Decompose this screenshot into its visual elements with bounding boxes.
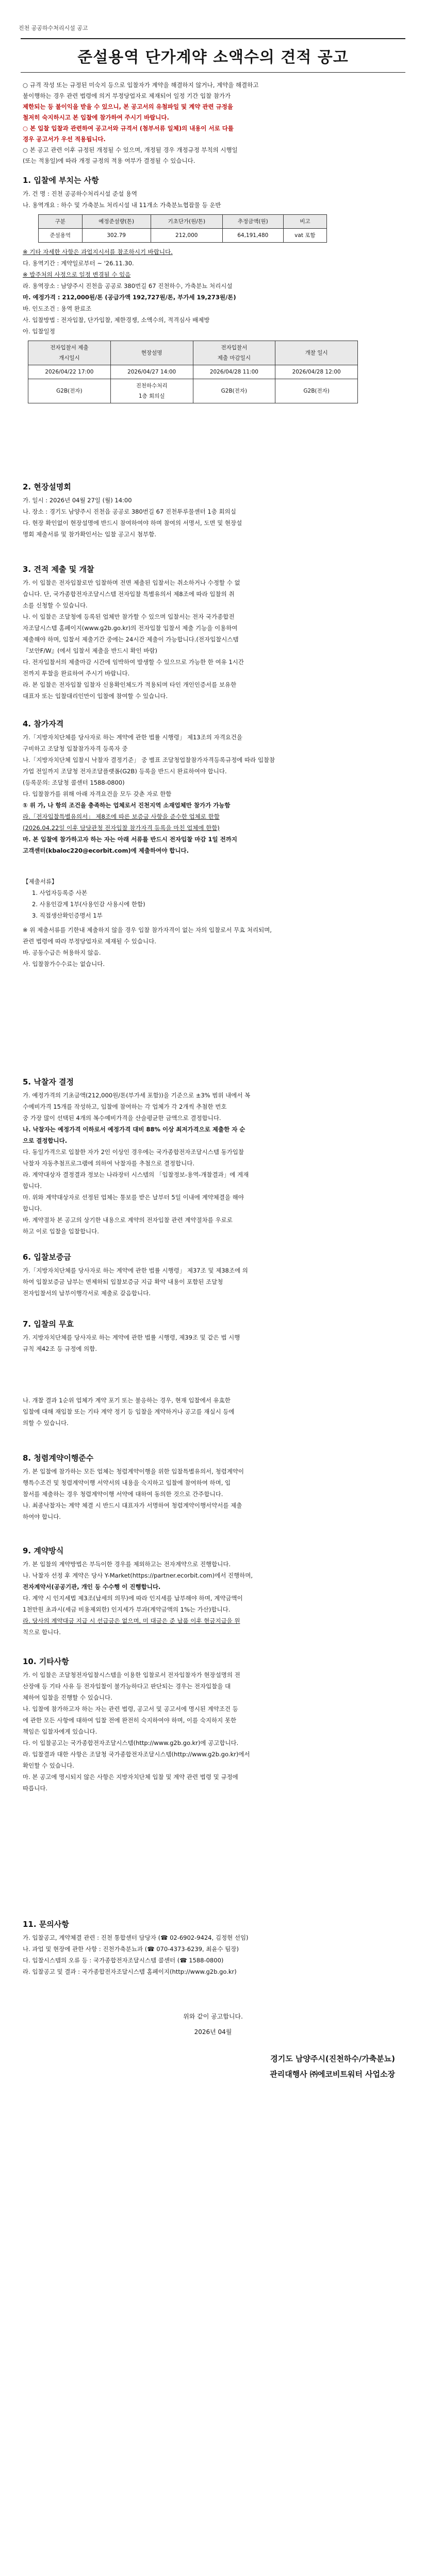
section-line: 자조달시스템 홈페이지(www.g2b.go.kr)의 전자입찰 입찰서 제출 기능을 이용하여 <box>23 624 238 632</box>
notice-line-emph: 제한되는 등 불이익을 받을 수 있으니, 본 공고서의 유첨파일 및 계약 관련 규정을 <box>23 103 233 110</box>
section-line: 하고 이로 입찰을 입찰합니다. <box>23 1228 99 1235</box>
section-line: 제출해야 하며, 입찰서 제출기간 중에는 24시간 제출이 가능합니다.(전자입찰시스템 <box>23 636 239 643</box>
section-line: 대표자 또는 입찰대리인만이 입찰에 참여할 수 있습니다. <box>23 692 168 700</box>
section-line: 다. 계약 시 인지세법 제3조(납세의 의무)에 따라 인지세를 납부해야 하며, 계약금액이 <box>23 1595 243 1602</box>
section-line: 수예비가격 15개를 작성하고, 입찰에 참여하는 각 업체가 각 2개씩 추첨한 번호 <box>23 1103 227 1110</box>
estimate-table <box>38 214 327 243</box>
notice-line-emph: 경우 공고서가 우선 적용됩니다. <box>23 135 106 143</box>
section-7 <box>23 1319 403 1429</box>
table-cell: 2026/04/28 11:00 <box>193 365 275 379</box>
table-cell: 준설용역 <box>39 229 83 243</box>
section-line: 바. 계약절차 본 공고의 상기한 내용으로 계약의 전자입찰 관련 계약절차를 우로로 <box>23 1216 233 1224</box>
section-line: 마. 본 입찰에 참가하고자 하는 자는 아래 서류를 반드시 전자입찰 마감 1일 전까지 <box>23 836 237 843</box>
section-line: 전자입찰서의 납부이행각서로 제출로 갈음합니다. <box>23 1290 151 1297</box>
section-line: 에 관한 모든 사항에 대하여 입찰 전에 완전히 숙지하여야 하며, 이를 숙지하지 못한 <box>23 1717 237 1724</box>
table-header: 예정준설량(톤) <box>82 215 151 229</box>
section-line: ① 위 가, 나 항의 조건을 충족하는 업체로서 진천지역 소재업체만 참가가 가능함 <box>23 802 231 809</box>
section-line: 명회 제출서류 및 참가확인서는 입찰 공고시 첨부함. <box>23 531 156 538</box>
section-heading: 10. 기타사항 <box>23 1657 69 1666</box>
section-4 <box>23 719 403 970</box>
section-line: 다. 입찰시스템의 오류 등 : 국가종합전자조달시스템 콜센터 (☎ 1588-0800) <box>23 1957 224 1964</box>
table-cell: G2B(전자) <box>275 379 358 403</box>
section-line: 다. 이 입찰공고는 국가종합전자조달시스템(http://www.g2b.go.kr)에 공고합니다. <box>23 1739 239 1747</box>
table-cell: 진천하수처리 1층 회의실 <box>110 379 193 403</box>
section-line: 가. 이 입찰은 조달청전자입찰시스템을 이용한 입찰로서 전자입찰자가 현장설명의 전 <box>23 1671 240 1679</box>
docs-item: 2. 사용인감계 1부(사용인감 사용시에 한함) <box>32 901 145 908</box>
schedule-table <box>28 341 358 403</box>
section-line: 라.「전자입찰특별유의서」 제8조에 따른 보증금 사항을 준수한 업체로 한함 <box>23 813 220 820</box>
section-line: 라. 당사의 계약대금 지급 시 선급금은 없으며, 미 대금은 준 납품 이후 현금지급을 원 <box>23 1617 240 1624</box>
section-line: 칙으로 합니다. <box>23 1629 61 1636</box>
section-6 <box>23 1252 403 1299</box>
section-line: 낙찰자 자동추첨프로그램에 의하여 낙찰자를 추첨으로 결정합니다. <box>23 1160 194 1167</box>
closing-text: 위와 같이 공고합니다. <box>183 2013 243 2020</box>
section-line: ※ 기타 자세한 사항은 과업지시서를 참조하시기 바랍니다. <box>23 248 173 256</box>
section-line: 전까지 투찰을 완료하여 주시기 바랍니다. <box>23 670 130 677</box>
section-line: 중 가장 많이 선택된 4개의 복수예비가격을 산술평균한 금액으로 결정합니다. <box>23 1114 221 1122</box>
header-caption: 진천 공공하수처리시설 공고 <box>19 25 88 31</box>
section-line: 마. 예정가격 : 212,000원/톤 (공급가액 192,727원/톤, 부가세 19,273원/톤) <box>23 294 236 301</box>
section-heading: 6. 입찰보증금 <box>23 1252 71 1262</box>
notice-line-emph: 철저히 숙지하시고 본 입찰에 참가하여 주시기 바랍니다. <box>23 114 169 121</box>
section-line: 라. 용역장소 : 남양주시 진천읍 공공로 380번길 67 진천하수, 가축분뇨 처리시설 <box>23 282 233 290</box>
section-line: 나. 이 입찰은 조달청에 등록된 업체만 참가할 수 있으며 입찰서는 전자 국가종합전 <box>23 613 235 620</box>
section-line: 나. 낙찰자 선정 후 계약은 당사 Y-Market(https://partner.ecorbit.com)에서 진행하며, <box>23 1572 253 1579</box>
section-line: 사. 입찰참가수수료는 없습니다. <box>23 960 105 968</box>
section-line: 고객센터(kbaloc220@ecorbit.com)에 제출하여야 합니다. <box>23 847 189 854</box>
table-cell: 2026/04/28 12:00 <box>275 365 358 379</box>
section-line: 합니다. <box>23 1182 42 1190</box>
section-line: 나. 낙찰자는 예정가격 이하로서 예정가격 대비 88% 이상 최저가격으로 제출한 자 순 <box>23 1126 245 1133</box>
section-line: 가. 입찰공고, 계약체결 관련 : 진천 통합센터 담당자 (☎ 02-6902-9424, 김정현 선임) <box>23 1934 249 1941</box>
section-line: 관련 법령에 따라 부정당업자로 제재될 수 있습니다. <box>23 938 156 945</box>
section-line: 라. 본 입찰은 전자입찰 입찰자 신용확인체도가 적용되며 타인 개인인증서를 보유한 <box>23 681 237 688</box>
title-divider <box>21 72 405 73</box>
section-line: 나. 최종낙찰자는 계약 체결 시 반드시 대표자가 서명하여 청렴계약이행서약서를 제출 <box>23 1502 242 1509</box>
table-header: 추정금액(원) <box>222 215 283 229</box>
section-line: 규칙 제42조 등 규정에 의함. <box>23 1345 97 1352</box>
section-line: 산장애 등 기타 사유 등 전자입찰이 불가능하다고 판단되는 경우는 전자입찰을 대 <box>23 1683 231 1690</box>
section-line: 으로 결정합니다. <box>23 1137 68 1144</box>
section-line: 구비하고 조달청 입찰참가자격 등록자 중 <box>23 745 128 752</box>
section-line: 가.「지방자치단체를 당사자로 하는 계약에 관한 법률 시행령」 제13조의 자격요건을 <box>23 734 243 741</box>
section-line: 합니다. <box>23 1205 42 1212</box>
section-heading: 11. 문의사항 <box>23 1920 69 1929</box>
table-header: 전자입찰서 제출 마감일시 <box>193 341 275 365</box>
section-line: 가. 이 입찰은 전자입찰로만 입찰하며 전면 제출된 입찰서는 취소하거나 수정할 수 없 <box>23 579 240 586</box>
section-line: 가. 지방자치단체를 당사자로 하는 계약에 관한 법률 시행령, 제39조 및 같은 법 시행 <box>23 1334 240 1341</box>
section-heading: 8. 청렴계약이행준수 <box>23 1453 94 1463</box>
section-line: 체하여 입찰을 진행할 수 있습니다. <box>23 1694 112 1701</box>
section-line: 가업 전일까지 조달청 전자조달플랫폼(G2B) 등록을 반드시 완료하여야 합니다. <box>23 768 227 775</box>
section-line: 책임은 입찰자에게 있습니다. <box>23 1728 97 1735</box>
section-line: 전자계약서(공공기관, 개인 등 수수행 이 진행합니다. <box>23 1583 161 1590</box>
table-header: 비고 <box>283 215 326 229</box>
section-line: 입찰에 대해 재입찰 또는 기타 계약 정기 등 입찰을 계약하거나 공고를 재실시 등에 <box>23 1408 235 1415</box>
table-cell: vat 포함 <box>283 229 326 243</box>
section-line: 다. 입찰참가를 위해 아래 자격요건을 모두 갖춘 자로 한함 <box>23 790 172 798</box>
section-line: 하여야 합니다. <box>23 1513 61 1520</box>
docs-item: 1. 사업자등록증 사본 <box>32 889 88 896</box>
section-line: 라. 입찰결과 대한 사항은 조달청 국가종합전자조달시스템(http://www.g2b.go.kr)에서 <box>23 1751 250 1758</box>
section-line: ※ 발주처의 사정으로 일정 변경될 수 있음 <box>23 271 131 278</box>
section-line: 아. 입찰일정 <box>23 328 55 335</box>
section-line: (등록문의: 조달청 콜센터 1588-0800) <box>23 779 125 786</box>
section-line: ※ 위 제출서류를 기한내 제출하지 않을 경우 입찰 참가자격이 없는 자의 입찰로서 무효 처리되며, <box>23 926 272 934</box>
table-cell: G2B(전자) <box>28 379 111 403</box>
section-heading: 3. 견적 제출 및 개찰 <box>23 565 94 574</box>
section-line: 습니다. 단, 국가종합전자조달시스템 전자입찰 특별유의서 제8조에 따라 입찰의 취 <box>23 590 235 598</box>
section-line: 가. 본 입찰에 참가하는 모든 업체는 청렴계약이행을 위한 입찰특별유의서, 청렴계약이 <box>23 1468 244 1475</box>
section-line: 다. 용역기간 : 계약일로부터 ~ '26.11.30. <box>23 260 134 267</box>
section-line: 확인할 수 있습니다. <box>23 1762 74 1769</box>
section-line: 다. 현장 확인없이 현장설명에 반드시 참여하여야 하며 참여의 서명서, 도면 및 현장설 <box>23 519 242 527</box>
table-header: 현장설명 <box>110 341 193 365</box>
top-divider <box>21 38 405 39</box>
notice-line: 불이행하는 경우 관련 법령에 의거 부정당업자로 제재되어 일정 기간 입찰 참가가 <box>23 92 231 99</box>
section-line: 사. 입찰방법 : 전자입찰, 단가입찰, 제한경쟁, 소액수의, 적격심사 배제방 <box>23 316 210 324</box>
table-header: 전자입찰서 제출 개시일시 <box>28 341 111 365</box>
section-line: 바. 인도조건 : 용역 완료조 <box>23 305 92 312</box>
section-line: 마. 본 공고에 명시되지 않은 사항은 지방자치단체 입찰 및 계약 관련 법령 및 규정에 <box>23 1773 238 1781</box>
section-line: 가. 예정가격의 기초금액(212,000원/톤(부가세 포함))을 기준으로 ±3% 범위 내에서 복 <box>23 1092 251 1099</box>
section-heading: 5. 낙찰자 결정 <box>23 1077 74 1087</box>
section-line: 따릅니다. <box>23 1785 48 1792</box>
section-line: 나. 개찰 결과 1순위 업체가 계약 포기 또는 불응하는 경우, 현재 입찰에서 유효한 <box>23 1397 231 1404</box>
section-1 <box>23 175 403 403</box>
section-heading: 2. 현장설명회 <box>23 482 71 492</box>
notice-line: ○ 본 공고 관련 이후 규정된 개정될 수 있으며, 개정될 경우 개정규정 부칙의 시행일 <box>23 146 238 154</box>
section-line: 의할 수 있습니다. <box>23 1419 69 1427</box>
section-heading: 1. 입찰에 부치는 사항 <box>23 176 99 185</box>
notice-line-emph: ○ 본 입찰 입찰과 관련하여 공고서와 규격서 (첨부서류 일체)의 내용이 서로 다를 <box>23 125 234 132</box>
notice-line: ○ 규격 작성 또는 규정된 미숙지 등으로 입찰자가 계약을 해결하지 않거나, 계약을 해결하고 <box>23 81 259 89</box>
table-cell: 64,191,480 <box>222 229 283 243</box>
section-line: 가. 일시 : 2026년 04월 27일 (월) 14:00 <box>23 497 132 504</box>
section-2 <box>23 482 403 540</box>
section-heading: 7. 입찰의 무효 <box>23 1319 74 1329</box>
issuer-name: 경기도 남양주시(진천하수/가축분뇨) <box>270 2054 395 2063</box>
section-8 <box>23 1453 403 1523</box>
section-line: 나. 용역개요 : 하수 및 가축분뇨 처리시설 내 11개소 가축분뇨협잡물 등 운반 <box>23 201 221 209</box>
section-line: 나. 입찰에 참가하고자 하는 자는 관련 법령, 공고서 및 공고서에 명시된 계약조건 등 <box>23 1705 238 1713</box>
section-line: 가. 본 입찰의 계약방법은 부득이한 경우를 제외하고는 전자계약으로 진행합니다. <box>23 1561 231 1568</box>
section-line: 나. 장소 : 경기도 남양주시 진천읍 공공로 380번길 67 진천투루물센터 1층 회의실 <box>23 508 236 515</box>
table-cell: 2026/04/22 17:00 <box>28 365 111 379</box>
docs-heading: 【제출서류】 <box>23 878 58 885</box>
section-line: 행특수조건 및 청렴계약이행 서약서의 내용을 숙지하고 입찰에 참여하여 하며, 입 <box>23 1479 231 1486</box>
section-line: 소를 신청할 수 있습니다. <box>23 602 88 609</box>
table-cell: 212,000 <box>151 229 222 243</box>
notice-box <box>23 80 403 167</box>
section-line: 바. 공동수급은 허용하지 않음. <box>23 949 101 956</box>
docs-item: 3. 직접생산확인증명서 1부 <box>32 912 103 919</box>
section-line: 마. 위와 계약대상자로 선정된 업체는 통보를 받은 날부터 5일 이내에 계약체결을 해야 <box>23 1194 244 1201</box>
section-line: 찰서를 제출하는 경우 청렴계약이행 서약에 대하여 동의한 것으로 간주합니다. <box>23 1490 223 1498</box>
section-line: 하여 입찰보증금 납부는 면제하되 입찰보증금 지급 확약 내용이 포함된 조달청 <box>23 1278 223 1285</box>
section-5 <box>23 1077 403 1238</box>
table-header: 개찰 일시 <box>275 341 358 365</box>
section-heading: 9. 계약방식 <box>23 1546 64 1555</box>
table-cell: 2026/04/27 14:00 <box>110 365 193 379</box>
section-11 <box>23 1919 403 1978</box>
section-9 <box>23 1546 403 1638</box>
section-line: 다. 전자입찰서의 제출마감 시간에 임박하여 발생할 수 있으므로 가능한 한 여유 1시간 <box>23 658 244 666</box>
section-10 <box>23 1656 403 1794</box>
section-line: 라. 입찰공고 및 결과 : 국가종합전자조달시스템 홈페이지(http://www.g2b.go.kr) <box>23 1968 237 1975</box>
issuer-agency: 관리대행사 ㈜에코비트워터 사업소장 <box>270 2070 395 2079</box>
section-line: 1천만원 초과시(세금 비용제외한) 인지세가 부과(계약금액의 1%는 가산)합니다. <box>23 1606 231 1613</box>
table-header: 기초단가(원/톤) <box>151 215 222 229</box>
table-header: 구분 <box>39 215 83 229</box>
section-3 <box>23 564 403 702</box>
section-line: 라. 계약대상자 결정결과 정보는 나라장터 시스템의 「입찰정보-용역-개찰결과」에 게재 <box>23 1171 249 1178</box>
notice-date: 2026년 04월 <box>194 2028 232 2036</box>
notice-line: (또는 적용일)에 따라 개정 규정의 적용 여부가 결정될 수 있습니다. <box>23 157 195 164</box>
table-cell: 302.79 <box>82 229 151 243</box>
section-heading: 4. 참가자격 <box>23 719 64 728</box>
section-line: (2026.04.22일 이후 담당관청 전자입찰 참가자격 등록을 마친 업체에 한함) <box>23 824 220 832</box>
section-line: 가.「지방자치단체를 당사자로 하는 계약에 관한 법률 시행령」 제37조 및 제38조에 의 <box>23 1267 248 1274</box>
table-cell: G2B(전자) <box>193 379 275 403</box>
page-title: 준설용역 단가계약 소액수의 견적 공고 <box>77 48 349 66</box>
section-line: 다. 동일가격으로 입찰한 자가 2인 이상인 경우에는 국가종합전자조달시스템 동가입찰 <box>23 1148 244 1156</box>
section-line: 『보안F/W』(에서 입찰서 제출을 반드시 확인 바람) <box>23 647 157 654</box>
section-line: 가. 건 명 : 진천 공공하수처리시설 준설 용역 <box>23 190 137 197</box>
section-line: 나.「지방자치단체 입찰시 낙찰자 결정기준」 중 별표 조달청업찰참가자격등록규정에 따라 입찰참 <box>23 756 275 764</box>
section-line: 나. 과업 및 현장에 관한 사항 : 진천가축분뇨과 (☎ 070-4373-6239, 최윤수 팀장) <box>23 1945 239 1953</box>
